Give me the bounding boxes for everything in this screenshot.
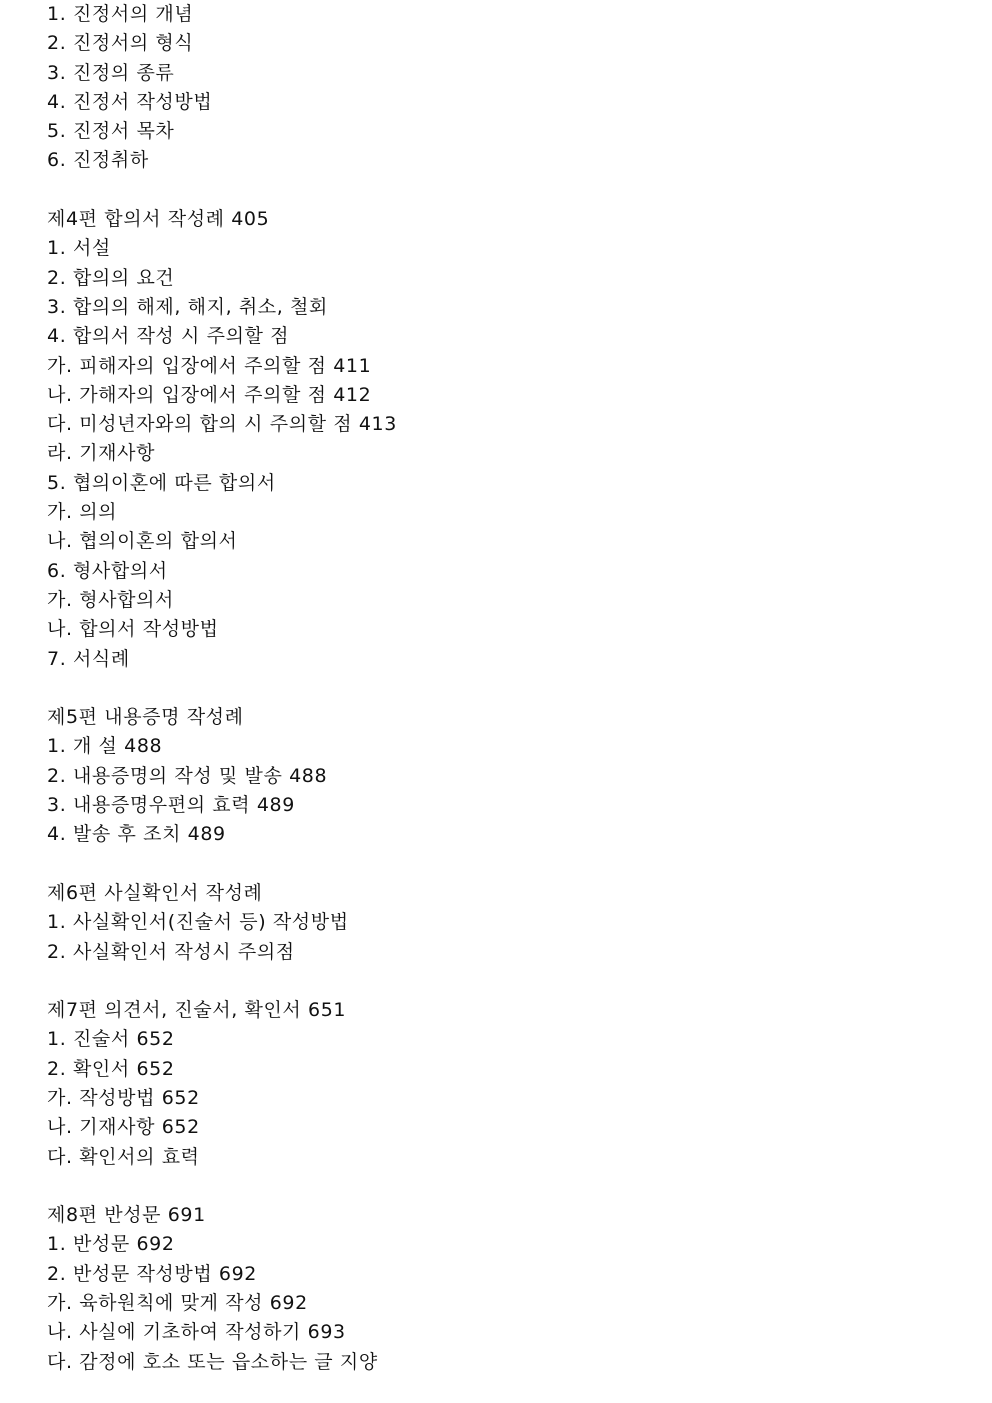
blank-line: [47, 967, 947, 996]
toc-line: 5. 협의이혼에 따른 합의서: [47, 471, 276, 494]
toc-line: 나. 사실에 기초하여 작성하기 693: [47, 1321, 346, 1344]
toc-line: 나. 합의서 작성방법: [47, 618, 219, 641]
toc-line: 2. 내용증명의 작성 및 발송 488: [47, 764, 328, 787]
toc-line: 가. 작성방법 652: [47, 1086, 200, 1109]
toc-line: 1. 진술서 652: [47, 1028, 175, 1051]
toc-line: 가. 의의: [47, 501, 118, 524]
section-heading: 제4편 합의서 작성례 405: [47, 208, 270, 231]
toc-line: 1. 사실확인서(진술서 등) 작성방법: [47, 911, 349, 934]
toc-line: 3. 합의의 해제, 해지, 취소, 철회: [47, 295, 328, 318]
toc-line: 가. 피해자의 입장에서 주의할 점 411: [47, 354, 372, 377]
toc-line: 2. 합의의 요건: [47, 266, 175, 289]
toc-line: 3. 진정의 종류: [47, 61, 175, 84]
toc-line: 다. 미성년자와의 합의 시 주의할 점 413: [47, 413, 397, 436]
toc-line: 나. 협의이혼의 합의서: [47, 530, 238, 553]
section-heading: 제6편 사실확인서 작성례: [47, 881, 263, 904]
toc-line: 나. 가해자의 입장에서 주의할 점 412: [47, 383, 372, 406]
blank-line: [47, 674, 947, 703]
toc-line: 1. 반성문 692: [47, 1233, 175, 1256]
section-heading: 제7편 의견서, 진술서, 확인서 651: [47, 999, 347, 1022]
toc-line: 다. 감정에 호소 또는 읍소하는 글 지양: [47, 1350, 378, 1373]
toc-line: 4. 발송 후 조치 489: [47, 823, 226, 846]
toc-line: 7. 서식례: [47, 647, 130, 670]
toc-line: 2. 사실확인서 작성시 주의점: [47, 940, 295, 963]
toc-line: 4. 합의서 작성 시 주의할 점: [47, 325, 290, 348]
toc-line: 1. 진정서의 개념: [47, 3, 194, 25]
toc-line: 2. 진정서의 형식: [47, 32, 194, 55]
blank-line: [47, 1172, 947, 1201]
toc-line: 6. 형사합의서: [47, 559, 168, 582]
toc-line: 1. 개 설 488: [47, 735, 163, 758]
section-heading: 제8편 반성문 691: [47, 1204, 206, 1227]
toc-line: 라. 기재사항: [47, 442, 156, 465]
toc-line: 6. 진정취하: [47, 149, 149, 172]
toc-line: 다. 확인서의 효력: [47, 1145, 200, 1168]
toc-line: 2. 확인서 652: [47, 1057, 175, 1080]
blank-line: [47, 176, 947, 205]
toc-line: 5. 진정서 목차: [47, 120, 175, 143]
toc-line: 나. 기재사항 652: [47, 1116, 200, 1139]
toc-line: 4. 진정서 작성방법: [47, 90, 213, 113]
toc-line: 가. 육하원칙에 맞게 작성 692: [47, 1292, 308, 1315]
toc-line: 2. 반성문 작성방법 692: [47, 1262, 257, 1285]
toc-line: 3. 내용증명우편의 효력 489: [47, 794, 295, 817]
toc-line: 1. 서설: [47, 237, 111, 260]
toc-line: 가. 형사합의서: [47, 588, 175, 611]
blank-line: [47, 850, 947, 879]
table-of-contents: [47, 0, 947, 1377]
section-heading: 제5편 내용증명 작성례: [47, 706, 244, 729]
